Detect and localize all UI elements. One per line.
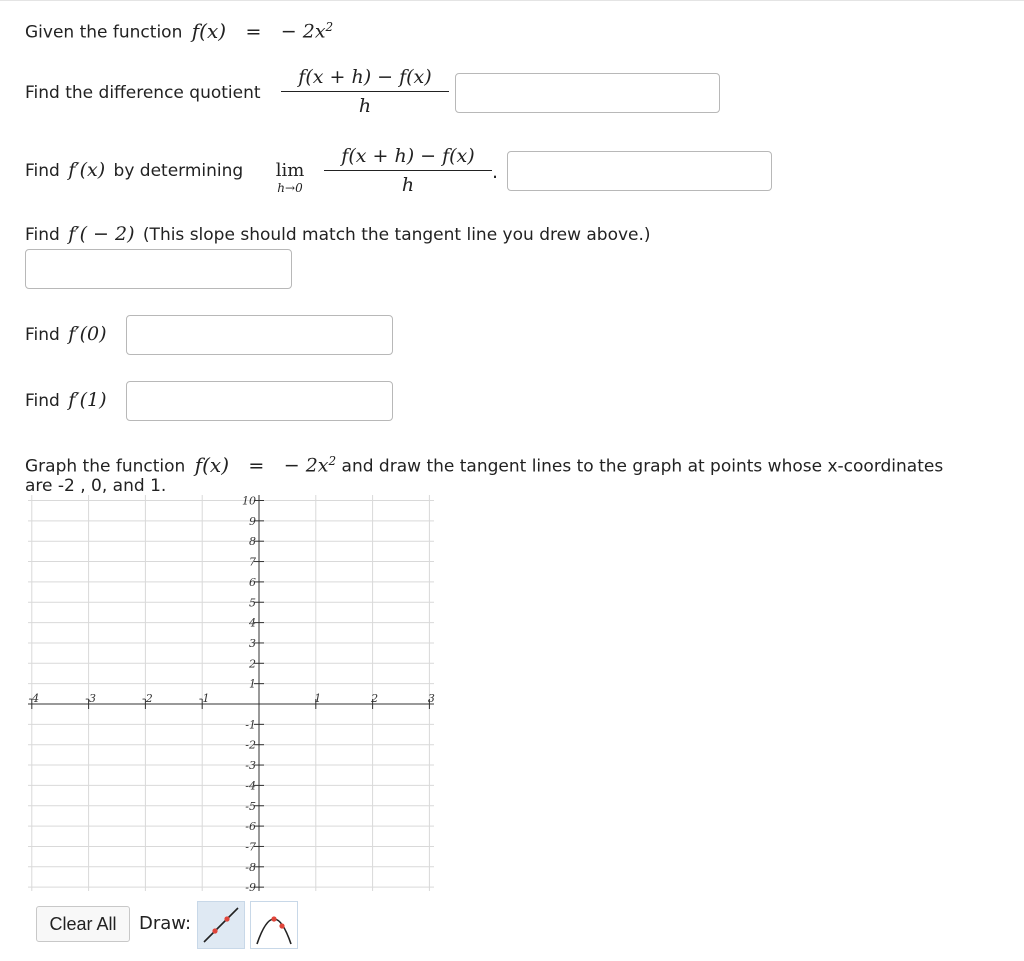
parabola-tool-icon [251,902,297,948]
y-tick-label: 2 [249,657,256,671]
draw-label: Draw: [139,913,192,934]
y-tick-label: -7 [245,840,256,854]
fraction-numerator: f(x + h) − f(x) [298,66,432,88]
period: . [492,161,499,183]
y-tick-label: -2 [245,738,256,752]
equals-sign: = [248,454,265,477]
determining-text: by determining [113,161,244,181]
clear-all-button[interactable]: Clear All [36,906,130,942]
find-text: Find [25,161,60,181]
x-tick-label: -1 [198,692,210,705]
x-tick-label: -3 [85,692,96,705]
equals-sign: = [245,20,262,43]
y-tick-label: -1 [245,718,256,732]
y-tick-label: -8 [245,860,256,874]
y-tick-label: -3 [245,759,256,773]
y-tick-label: 4 [249,616,256,630]
y-tick-label: 8 [249,535,256,549]
function-expression: − 2x [280,20,326,43]
difference-quotient-label: Find the difference quotient [25,83,261,103]
y-tick-label: 6 [249,575,256,589]
parabola-tool-button[interactable] [250,901,298,949]
x-tick-label: 2 [371,692,379,705]
graph-instruction-line2: are -2 , 0, and 1. [25,476,167,496]
y-tick-label: 9 [249,514,256,528]
y-tick-label: 7 [249,555,256,569]
y-tick-label: 5 [249,596,256,610]
fraction-denominator: h [401,174,415,196]
graph-text: Graph the function [25,456,186,477]
fraction-denominator: h [358,95,372,117]
tangent-instruction: and draw the tangent lines to the graph at points whose x-coordinates [341,456,944,477]
find-text: Find [25,391,60,411]
tick-labels [28,495,434,895]
find-text: Find [25,225,60,245]
function-exponent: 2 [328,454,337,468]
function-exponent: 2 [325,20,334,34]
line-tool-icon [198,902,244,948]
function-name: f(x) [194,452,229,477]
limit-subscript: h→0 [277,181,303,195]
fraction-numerator: f(x + h) − f(x) [341,145,475,167]
derivative-symbol: f′(x) [68,159,106,181]
y-tick-label: -5 [245,799,256,813]
derivative-symbol: f′(1) [68,389,107,411]
slope-note: (This slope should match the tangent line you drew above.) [142,225,651,245]
function-name: f(x) [191,18,227,43]
function-expression: − 2x [283,454,329,477]
x-tick-label: 3 [427,692,435,705]
y-tick-label: 3 [249,636,256,650]
limit-word: lim [275,160,305,181]
x-tick-label: -2 [142,692,153,705]
y-tick-label: -6 [245,820,256,834]
derivative-symbol: f′(0) [68,323,107,345]
x-tick-label: 1 [314,692,322,705]
y-tick-label: 10 [242,494,256,508]
y-tick-label: -9 [245,881,256,895]
find-text: Find [25,325,60,345]
derivative-symbol: f′( − 2) [68,223,135,245]
x-tick-label: -4 [28,692,40,705]
given-text: Given the function [25,22,183,43]
y-tick-label: -4 [245,779,256,793]
y-tick-label: 1 [249,677,256,691]
line-tool-button[interactable] [197,901,245,949]
